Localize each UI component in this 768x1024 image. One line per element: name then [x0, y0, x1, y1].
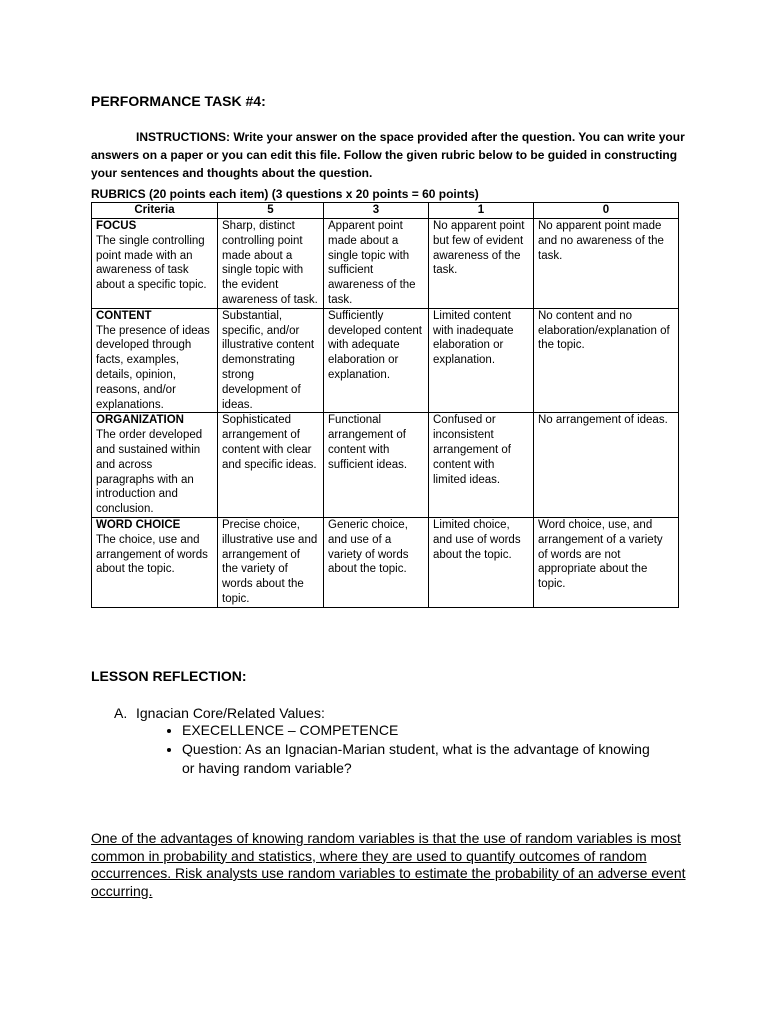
criteria-cell	[92, 517, 218, 607]
rubric-table	[91, 202, 679, 608]
score-cell: Limited choice, and use of words about the topic.	[429, 517, 534, 607]
score-cell: Functional arrangement of content with sufficient ideas.	[324, 413, 429, 518]
score-cell: Sharp, distinct controlling point made about a single topic with the evident awareness of task.	[218, 219, 324, 309]
bullet-question: • Question: As an Ignacian-Marian student, what is the advantage of knowing or having random variable?	[182, 740, 652, 778]
criteria-name: WORD CHOICE	[96, 518, 181, 531]
score-cell: Substantial, specific, and/or illustrative content demonstrating strong development of ideas.	[218, 308, 324, 413]
criteria-cell	[92, 219, 218, 309]
instructions-text: INSTRUCTIONS: Write your answer on the space provided after the question. You can write your answers on a paper or you can edit this file. Follow the given rubric below to be guided in constructing your sentences and thoughts about the question.	[91, 130, 685, 180]
score-cell: Limited content with inadequate elaboration or explanation.	[429, 308, 534, 413]
criteria-name: ORGANIZATION	[96, 414, 184, 427]
criteria-name: FOCUS	[96, 220, 137, 232]
rubric-row-content	[92, 308, 679, 413]
reflection-bullets	[162, 721, 652, 778]
reflection-title: LESSON REFLECTION:	[91, 668, 247, 684]
list-letter: A.	[114, 705, 128, 721]
header-score-3: 3	[324, 203, 429, 219]
score-cell: Generic choice, and use of a variety of words about the topic.	[324, 517, 429, 607]
rubric-heading: RUBRICS (20 points each item) (3 questions x 20 points = 60 points)	[91, 187, 479, 201]
score-cell: Word choice, use, and arrangement of a variety of words are not appropriate about the topic.	[534, 517, 679, 607]
rubric-header-row	[92, 203, 679, 219]
criteria-cell	[92, 413, 218, 518]
score-cell: No apparent point made and no awareness of the task.	[534, 219, 679, 309]
rubric-row-word-choice	[92, 517, 679, 607]
score-cell: No apparent point but few of evident awareness of the task.	[429, 219, 534, 309]
score-cell: No content and no elaboration/explanation of the topic.	[534, 308, 679, 413]
header-score-0: 0	[534, 203, 679, 219]
score-cell: Sophisticated arrangement of content with clear and specific ideas.	[218, 413, 324, 518]
answer-text: One of the advantages of knowing random variables is that the use of random variables is most common in probability and statistics, where they are used to quantify outcomes of random occurrences. Risk analysts use random variables to estimate the probability of an adverse event occurring.	[91, 830, 686, 899]
score-cell: Sufficiently developed content with adequate elaboration or explanation.	[324, 308, 429, 413]
rubric-row-focus	[92, 219, 679, 309]
values-label: Ignacian Core/Related Values:	[136, 705, 325, 721]
criteria-cell	[92, 308, 218, 413]
score-cell: Apparent point made about a single topic with sufficient awareness of the task.	[324, 219, 429, 309]
criteria-description: The choice, use and arrangement of words about the topic.	[96, 533, 208, 576]
score-cell: Confused or inconsistent arrangement of content with limited ideas.	[429, 413, 534, 518]
criteria-description: The order developed and sustained within and across paragraphs with an introduction and conclusion.	[96, 429, 203, 516]
criteria-description: The presence of ideas developed through facts, examples, details, opinion, reasons, and/or explanations.	[96, 324, 210, 411]
header-criteria: Criteria	[92, 203, 218, 219]
score-cell: Precise choice, illustrative use and arrangement of the variety of words about the topic.	[218, 517, 324, 607]
bullet-value: • EXECELLENCE – COMPETENCE	[182, 721, 652, 740]
page-title: PERFORMANCE TASK #4:	[91, 93, 266, 109]
values-list-item	[114, 705, 325, 721]
header-score-5: 5	[218, 203, 324, 219]
rubric-row-organization	[92, 413, 679, 518]
score-cell: No arrangement of ideas.	[534, 413, 679, 518]
criteria-name: CONTENT	[96, 309, 152, 322]
header-score-1: 1	[429, 203, 534, 219]
criteria-description: The single controlling point made with an awareness of task about a specific topic.	[96, 234, 207, 292]
